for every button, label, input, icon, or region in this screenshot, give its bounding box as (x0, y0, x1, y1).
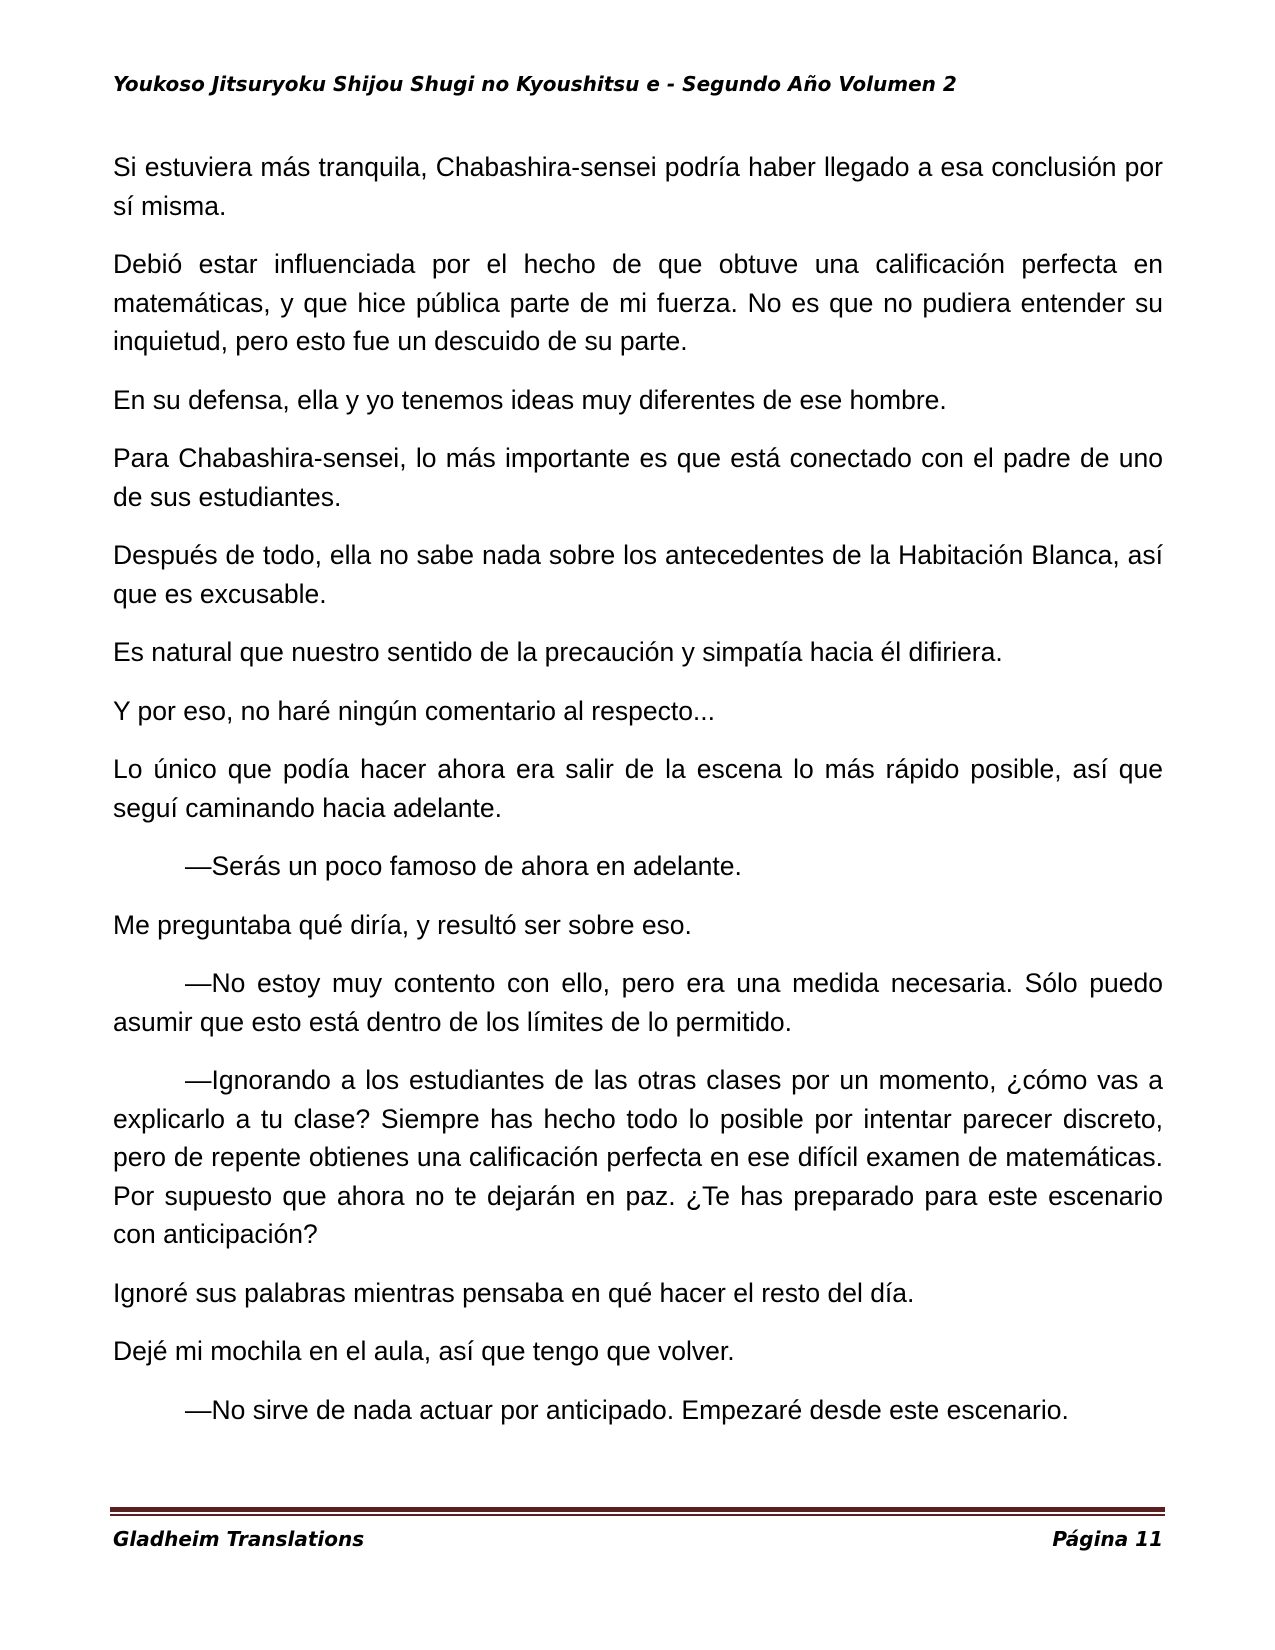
paragraph: Me preguntaba qué diría, y resultó ser sobre eso. (113, 909, 692, 940)
paragraph: Si estuviera más tranquila, Chabashira-sensei podría haber llegado a esa conclusión por sí misma. (113, 152, 1163, 221)
paragraph: Para Chabashira-sensei, lo más importante es que está conectado con el padre de uno de sus estudiantes. (113, 443, 1163, 512)
paragraph: Es natural que nuestro sentido de la precaución y simpatía hacia él difiriera. (113, 637, 1003, 667)
page-footer (113, 1525, 1163, 1553)
paragraph: Después de todo, ella no sabe nada sobre los antecedentes de la Habitación Blanca, así que es excusable. (113, 540, 1163, 609)
dialogue-paragraph: —No estoy muy contento con ello, pero era una medida necesaria. Sólo puedo asumir que esto está dentro de los límites de lo permitido. (113, 968, 1163, 1037)
paragraph: Debió estar influenciada por el hecho de que obtuve una calificación perfecta en matemáticas, y que hice pública parte de mi fuerza. No es que no pudiera entender su inquietud, pero esto fue un descuido de su parte. (113, 249, 1163, 356)
paragraph: En su defensa, ella y yo tenemos ideas muy diferentes de ese hombre. (113, 384, 947, 415)
running-header: Youkoso Jitsuryoku Shijou Shugi no Kyoushitsu e - Segundo Año Volumen 2 (113, 72, 957, 96)
footer-divider-thin (110, 1514, 1165, 1516)
page-body (113, 148, 1163, 1449)
dialogue-paragraph: —Serás un poco famoso de ahora en adelante. (185, 851, 742, 881)
footer-publisher: Gladheim Translations (113, 1527, 365, 1551)
footer-page-number: Página 11 (1052, 1527, 1163, 1551)
footer-divider-thick (110, 1507, 1165, 1512)
dialogue-paragraph: —Ignorando a los estudiantes de las otras clases por un momento, ¿cómo vas a explicarlo a tu clase? Siempre has hecho todo lo posible por intentar parecer discreto, pero de repente obtienes una calificación perfecta en ese difícil examen de matemáticas. Por supuesto que ahora no te dejarán en paz. ¿Te has preparado para este escenario con anticipación? (113, 1065, 1163, 1249)
paragraph: Dejé mi mochila en el aula, así que tengo que volver. (113, 1336, 735, 1366)
paragraph: Lo único que podía hacer ahora era salir de la escena lo más rápido posible, así que seguí caminando hacia adelante. (113, 754, 1163, 823)
paragraph: Y por eso, no haré ningún comentario al respecto... (113, 695, 716, 726)
paragraph: Ignoré sus palabras mientras pensaba en qué hacer el resto del día. (113, 1277, 915, 1308)
dialogue-paragraph: —No sirve de nada actuar por anticipado. Empezaré desde este escenario. (185, 1394, 1069, 1425)
